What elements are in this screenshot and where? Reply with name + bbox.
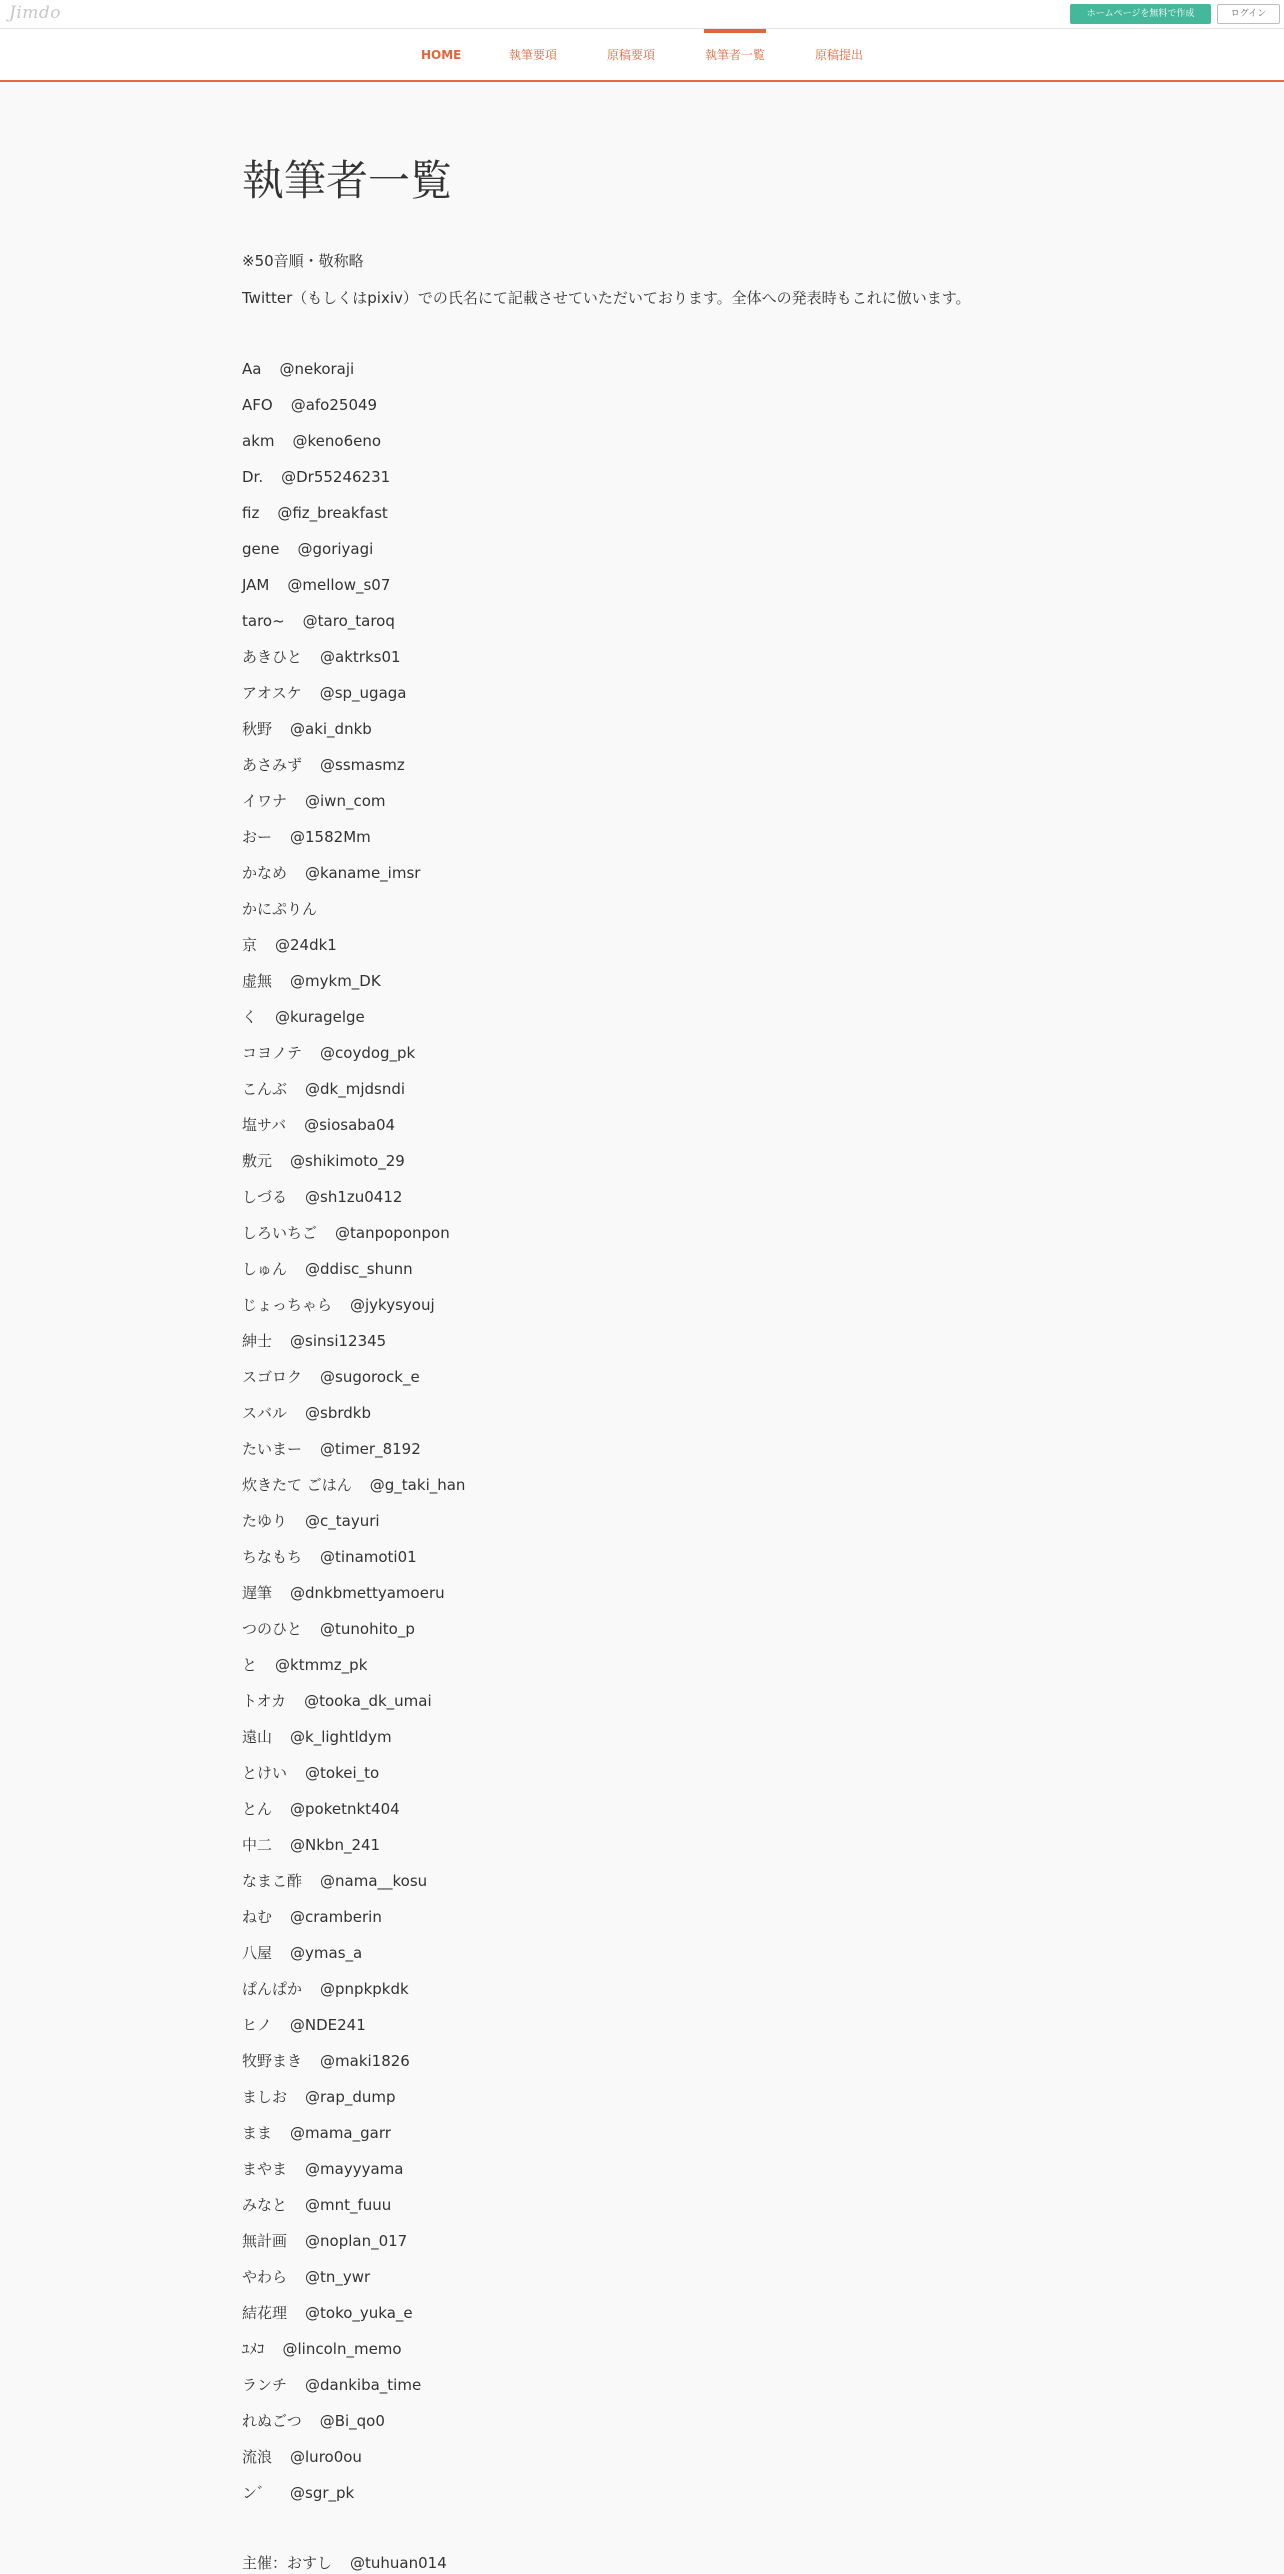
author-handle[interactable]: @nekoraji [279, 360, 355, 378]
list-item [242, 430, 465, 466]
list-item [242, 682, 465, 718]
author-name: じょっちゃら [242, 1296, 333, 1314]
author-name: ﾕﾒｺ [242, 2340, 265, 2358]
list-item [242, 2230, 465, 2266]
author-name: 牧野まき [242, 2052, 303, 2070]
nav-item-author-list[interactable]: 執筆者一覧 [704, 29, 766, 80]
author-name: ン゛ [242, 2484, 273, 2502]
author-name: 結花理 [242, 2304, 288, 2322]
author-handle[interactable]: @aki_dnkb [290, 720, 372, 738]
author-handle[interactable]: @ddisc_shunn [305, 1260, 413, 1278]
author-handle[interactable]: @tanpoponpon [335, 1224, 450, 1242]
list-item [242, 1870, 465, 1906]
host-handle[interactable]: @tuhuan014 [350, 2554, 447, 2572]
author-handle[interactable]: @coydog_pk [320, 1044, 416, 1062]
author-handle[interactable]: @rap_dump [305, 2088, 396, 2106]
author-name: 秋野 [242, 720, 273, 738]
author-name: 敷元 [242, 1152, 273, 1170]
author-handle[interactable]: @dankiba_time [305, 2376, 422, 2394]
author-name: 京 [242, 936, 258, 954]
author-name: 八屋 [242, 1944, 273, 1962]
author-name: しゅん [242, 1260, 288, 1278]
author-handle[interactable]: @tn_ywr [305, 2268, 371, 2286]
list-item [242, 538, 465, 574]
nav-item-writing-guidelines[interactable]: 執筆要項 [508, 48, 557, 62]
author-name: taro~ [242, 612, 285, 630]
list-item [242, 1114, 465, 1150]
author-name: たゆり [242, 1512, 288, 1530]
list-item [242, 718, 465, 754]
author-name: ヒノ [242, 2016, 272, 2034]
list-item [242, 1798, 465, 1834]
author-name: イワナ [242, 792, 288, 810]
author-name: かにぷりん [242, 900, 318, 918]
author-handle[interactable]: @mama_garr [290, 2124, 391, 2142]
author-handle[interactable]: @maki1826 [320, 2052, 410, 2070]
list-item [242, 2446, 465, 2482]
author-list [242, 358, 465, 2518]
list-item [242, 1078, 465, 1114]
list-item [242, 1762, 465, 1798]
list-item [242, 970, 465, 1006]
author-name: 中二 [242, 1836, 273, 1854]
list-item [242, 1834, 465, 1870]
list-item [242, 2086, 465, 2122]
author-name: Dr. [242, 468, 264, 486]
list-item [242, 1042, 465, 1078]
author-name: ちなもち [242, 1548, 303, 1566]
author-handle[interactable]: @sp_ugaga [319, 684, 407, 702]
page-title: 執筆者一覧 [242, 156, 453, 205]
author-name: JAM [242, 576, 270, 594]
nav-item-submission[interactable]: 原稿提出 [814, 48, 863, 62]
author-handle[interactable]: @iwn_com [305, 792, 386, 810]
author-handle[interactable]: @g_taki_han [369, 1476, 466, 1494]
list-item [242, 1726, 465, 1762]
author-name: つのひと [242, 1620, 303, 1638]
list-item [242, 1150, 465, 1186]
list-item [242, 466, 465, 502]
list-item [242, 826, 465, 862]
author-name: コヨノテ [242, 1044, 303, 1062]
author-name: まやま [242, 2160, 288, 2178]
list-item [242, 1402, 465, 1438]
author-handle[interactable]: @kuragelge [275, 1008, 365, 1026]
author-name: たいまー [242, 1440, 303, 1458]
author-handle[interactable]: @fiz_breakfast [277, 504, 388, 522]
list-item [242, 2302, 465, 2338]
list-item [242, 2122, 465, 2158]
author-handle[interactable]: @jykysyouj [350, 1296, 435, 1314]
author-name: まま [242, 2124, 273, 2142]
list-item [242, 790, 465, 826]
author-name: 流浪 [242, 2448, 273, 2466]
list-item [242, 1510, 465, 1546]
list-item [242, 1474, 465, 1510]
list-item [242, 2158, 465, 2194]
author-handle[interactable]: @tooka_dk_umai [304, 1692, 432, 1710]
author-handle[interactable]: @shikimoto_29 [290, 1152, 405, 1170]
author-name: あさみず [242, 756, 303, 774]
list-item [242, 1222, 465, 1258]
author-name: AFO [242, 396, 273, 414]
author-handle[interactable]: @Nkbn_241 [290, 1836, 381, 1854]
list-item [242, 394, 465, 430]
author-handle[interactable]: @aktrks01 [320, 648, 401, 666]
author-name: あきひと [242, 648, 303, 666]
list-item [242, 1582, 465, 1618]
author-handle[interactable]: @c_tayuri [305, 1512, 380, 1530]
author-handle[interactable]: @NDE241 [289, 2016, 366, 2034]
host-label: 主催：おすし [242, 2554, 333, 2572]
author-handle[interactable]: @goriyagi [297, 540, 374, 558]
author-name: なまこ酢 [242, 1872, 303, 1890]
author-handle[interactable]: @k_lightldym [290, 1728, 392, 1746]
list-item [242, 1654, 465, 1690]
author-name: スバル [242, 1404, 288, 1422]
list-item [242, 1978, 465, 2014]
author-handle[interactable]: @mellow_s07 [287, 576, 391, 594]
author-handle[interactable]: @kaname_imsr [305, 864, 421, 882]
login-button[interactable]: ログイン [1217, 4, 1280, 24]
list-item [242, 1942, 465, 1978]
nav-item-home[interactable]: HOME [421, 48, 462, 62]
author-name: おー [242, 828, 273, 846]
author-handle[interactable]: @mnt_fuuu [305, 2196, 392, 2214]
list-item [242, 2482, 465, 2518]
list-item [242, 2410, 465, 2446]
author-name: 遅筆 [242, 1584, 273, 1602]
main-navigation [0, 29, 1284, 82]
author-handle[interactable]: @dnkbmettyamoeru [290, 1584, 445, 1602]
list-item [242, 1294, 465, 1330]
list-item [242, 358, 465, 394]
author-handle[interactable]: @timer_8192 [320, 1440, 421, 1458]
top-bar [0, 0, 1284, 29]
author-name: と [242, 1656, 258, 1674]
author-handle[interactable]: @poketnkt404 [290, 1800, 400, 1818]
list-item [242, 862, 465, 898]
author-handle[interactable]: @mykm_DK [290, 972, 381, 990]
list-item [242, 1438, 465, 1474]
naming-note: Twitter（もしくはpixiv）での氏名にて記載させていただいております。全体への発表時もこれに倣います。 [242, 289, 971, 307]
list-item [242, 1006, 465, 1042]
author-handle[interactable]: @siosaba04 [304, 1116, 396, 1134]
author-name: 遠山 [242, 1728, 273, 1746]
author-handle[interactable]: @ssmasmz [320, 756, 405, 774]
author-name: く [242, 1008, 258, 1026]
list-item [242, 502, 465, 538]
author-handle[interactable]: @taro_taroq [302, 612, 395, 630]
author-name: Aa [242, 360, 262, 378]
author-handle[interactable]: @dk_mjdsndi [305, 1080, 406, 1098]
author-name: 炊きたて ごはん [242, 1476, 352, 1494]
author-name: しろいちご [242, 1224, 318, 1242]
author-handle[interactable]: @1582Mm [290, 828, 371, 846]
author-handle[interactable]: @luro0ou [290, 2448, 362, 2466]
list-item [242, 1366, 465, 1402]
author-name: やわら [242, 2268, 288, 2286]
host-credit [242, 2552, 447, 2574]
list-item [242, 1618, 465, 1654]
author-name: 紳士 [242, 1332, 273, 1350]
author-name: しづる [242, 1188, 288, 1206]
author-name: ましお [242, 2088, 288, 2106]
author-name: ランチ [242, 2376, 288, 2394]
list-item [242, 1258, 465, 1294]
author-name: アオスケ [242, 684, 302, 702]
author-handle[interactable]: @sinsi12345 [290, 1332, 387, 1350]
author-name: みなと [242, 2196, 288, 2214]
list-item [242, 574, 465, 610]
author-handle[interactable]: @keno6eno [292, 432, 382, 450]
list-item [242, 754, 465, 790]
author-handle[interactable]: @nama__kosu [320, 1872, 428, 1890]
author-handle[interactable]: @sh1zu0412 [305, 1188, 403, 1206]
list-item [242, 2338, 465, 2374]
list-item [242, 2050, 465, 2086]
list-item [242, 2194, 465, 2230]
author-handle[interactable]: @lincoln_memo [282, 2340, 402, 2358]
list-item [242, 2374, 465, 2410]
author-name: かなめ [242, 864, 288, 882]
author-handle[interactable]: @pnpkpkdk [320, 1980, 409, 1998]
author-handle[interactable]: @ymas_a [290, 1944, 363, 1962]
author-handle[interactable]: @cramberin [290, 1908, 382, 1926]
author-handle[interactable]: @toko_yuka_e [305, 2304, 413, 2322]
author-handle[interactable]: @24dk1 [275, 936, 337, 954]
author-handle[interactable]: @Dr55246231 [281, 468, 391, 486]
list-item [242, 2014, 465, 2050]
author-handle[interactable]: @sugorock_e [320, 1368, 420, 1386]
author-name: fiz [242, 504, 260, 522]
author-handle[interactable]: @noplan_017 [305, 2232, 408, 2250]
author-handle[interactable]: @mayyyama [305, 2160, 404, 2178]
list-item [242, 934, 465, 970]
author-name: 塩サバ [242, 1116, 287, 1134]
list-item [242, 1546, 465, 1582]
order-note: ※50音順・敬称略 [242, 252, 364, 270]
author-name: akm [242, 432, 275, 450]
author-name: れぬごつ [242, 2412, 302, 2430]
author-handle[interactable]: @tokei_to [305, 1764, 380, 1782]
list-item [242, 898, 465, 934]
author-name: ねむ [242, 1908, 273, 1926]
author-name: gene [242, 540, 280, 558]
author-handle[interactable]: @Bi_qo0 [319, 2412, 385, 2430]
jimdo-logo[interactable]: Jimdo [9, 3, 61, 23]
create-homepage-button[interactable]: ホームページを無料で作成 [1070, 4, 1211, 24]
list-item [242, 1690, 465, 1726]
author-name: とん [242, 1800, 273, 1818]
author-name: ぱんぱか [242, 1980, 303, 1998]
list-item [242, 646, 465, 682]
author-handle[interactable]: @sgr_pk [290, 2484, 355, 2502]
author-name: トオカ [242, 1692, 287, 1710]
author-name: とけい [242, 1764, 288, 1782]
author-handle[interactable]: @tinamoti01 [320, 1548, 417, 1566]
author-handle[interactable]: @ktmmz_pk [275, 1656, 368, 1674]
list-item [242, 1906, 465, 1942]
list-item [242, 610, 465, 646]
author-handle[interactable]: @sbrdkb [305, 1404, 371, 1422]
nav-item-manuscript-guidelines[interactable]: 原稿要項 [606, 48, 655, 62]
author-name: 虚無 [242, 972, 273, 990]
author-name: こんぶ [242, 1080, 288, 1098]
author-name: スゴロク [242, 1368, 303, 1386]
author-handle[interactable]: @tunohito_p [320, 1620, 415, 1638]
author-name: 無計画 [242, 2232, 288, 2250]
list-item [242, 1186, 465, 1222]
list-item [242, 1330, 465, 1366]
author-handle[interactable]: @afo25049 [290, 396, 378, 414]
list-item [242, 2266, 465, 2302]
